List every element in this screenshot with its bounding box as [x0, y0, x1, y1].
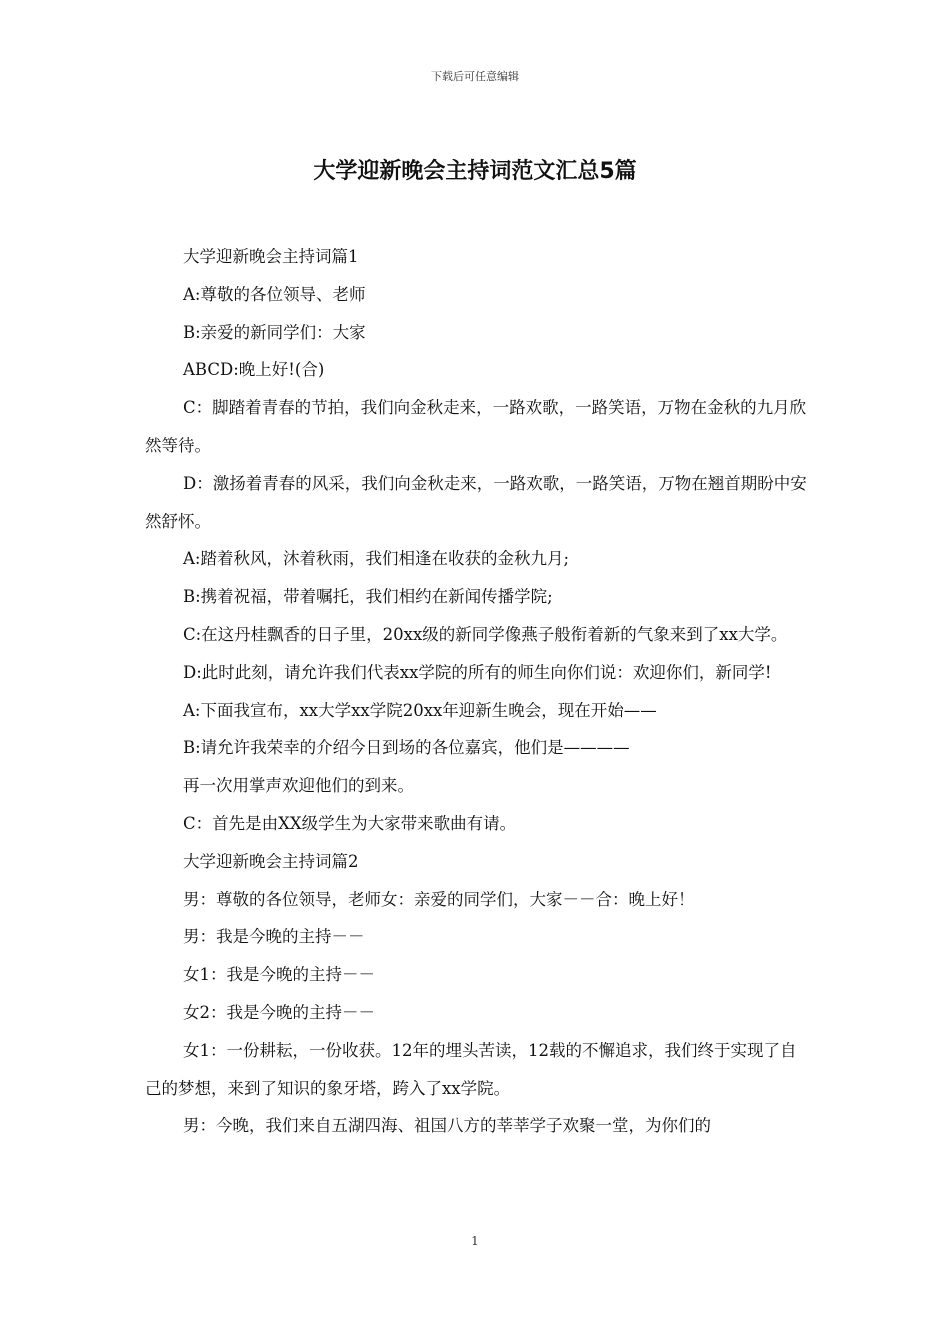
page-number: 1 — [471, 1234, 479, 1248]
paragraph: A:下面我宣布，xx大学xx学院20xx年迎新生晚会，现在开始—— — [183, 700, 657, 720]
paragraph: 女1：一份耕耘，一份收获。12年的埋头苦读，12载的不懈追求，我们终于实现了自己的梦想，来到了知识的象牙塔，跨入了xx学院。 — [145, 1040, 797, 1098]
paragraph: C：脚踏着青春的节拍，我们向金秋走来，一路欢歌，一路笑语，万物在金秋的九月欣然等待。 — [145, 398, 807, 455]
paragraph: 女2：我是今晚的主持－－ — [183, 1002, 375, 1022]
paragraph: 男：尊敬的各位领导，老师女：亲爱的同学们，大家－－合：晚上好！ — [183, 889, 695, 909]
header-note: 下载后可任意编辑 — [431, 70, 519, 83]
paragraph: 男：我是今晚的主持－－ — [183, 927, 365, 947]
paragraph: A:尊敬的各位领导、老师 — [183, 284, 366, 304]
paragraph: B:携着祝福，带着嘱托，我们相约在新闻传播学院; — [183, 587, 553, 607]
paragraph: 女1：我是今晚的主持－－ — [183, 965, 375, 985]
document-title: 大学迎新晚会主持词范文汇总5篇 — [313, 159, 637, 184]
paragraph: 再一次用掌声欢迎他们的到来。 — [183, 776, 414, 796]
paragraph: C：首先是由XX级学生为大家带来歌曲有请。 — [183, 813, 517, 833]
paragraph: C:在这丹桂飘香的日子里，20xx级的新同学像燕子般衔着新的气象来到了xx大学。 — [183, 624, 788, 644]
paragraph: A:踏着秋风，沐着秋雨，我们相逢在收获的金秋九月; — [183, 549, 570, 569]
paragraph: 大学迎新晚会主持词篇2 — [183, 851, 359, 871]
paragraph: D：激扬着青春的风采，我们向金秋走来，一路欢歌，一路笑语，万物在翘首期盼中安然舒怀。 — [145, 473, 807, 531]
document-body — [145, 238, 810, 1145]
paragraph: B:请允许我荣幸的介绍今日到场的各位嘉宾，他们是———— — [183, 738, 630, 758]
paragraph: B:亲爱的新同学们：大家 — [183, 322, 366, 342]
paragraph: 男：今晚，我们来自五湖四海、祖国八方的莘莘学子欢聚一堂，为你们的 — [183, 1116, 711, 1136]
paragraph: 大学迎新晚会主持词篇1 — [183, 247, 359, 266]
paragraph: D:此时此刻，请允许我们代表xx学院的所有的师生向你们说：欢迎你们，新同学! — [183, 662, 772, 682]
paragraph: ABCD:晚上好!(合) — [183, 360, 325, 380]
